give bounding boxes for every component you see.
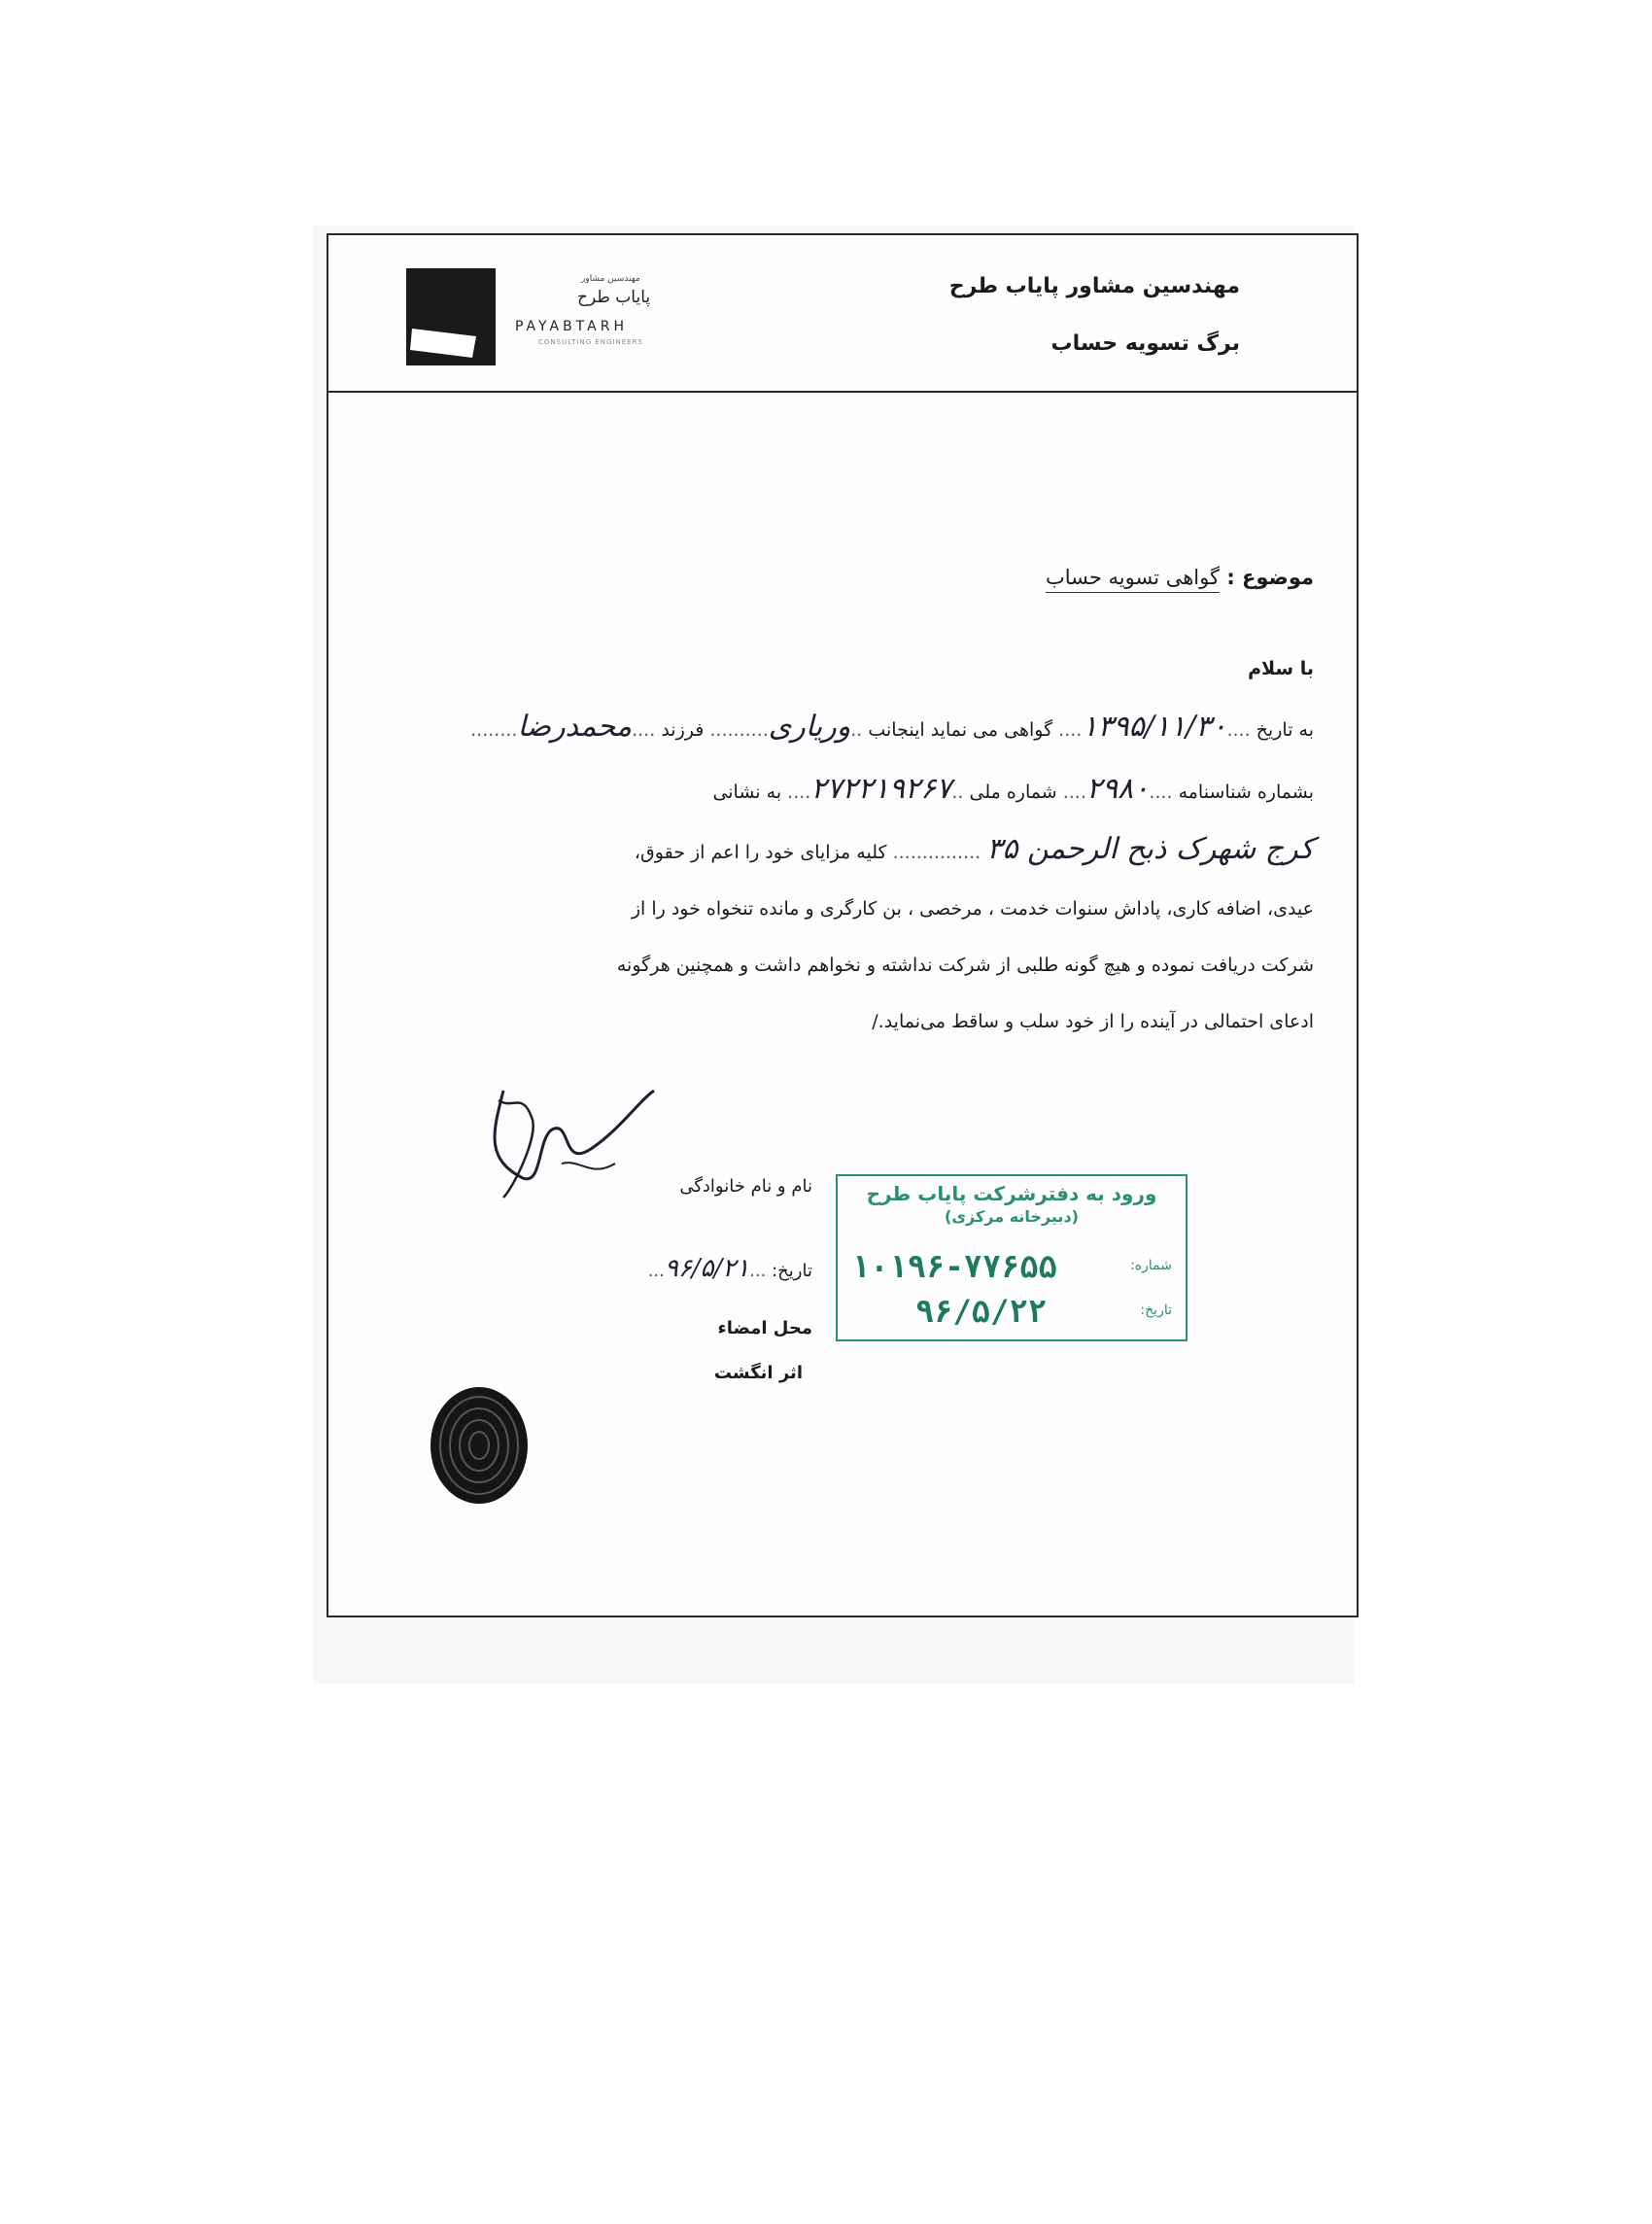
form-title: برگ تسویه حساب xyxy=(1050,331,1240,356)
subject-line xyxy=(1046,566,1314,589)
logo-english-name: PAYABTARH xyxy=(515,319,628,334)
stamp-date-row xyxy=(847,1293,1178,1332)
stamp-date-label: تاریخ: xyxy=(1140,1303,1172,1318)
logo-persian-name: پایاب طرح xyxy=(577,288,651,307)
form-header xyxy=(328,235,1357,393)
greeting: با سلام xyxy=(1248,658,1314,679)
signature-place-label: محل امضاء xyxy=(717,1318,812,1338)
fingerprint-icon xyxy=(426,1382,533,1509)
company-name: مهندسین مشاور پایاب طرح xyxy=(948,274,1240,298)
body-line-4: عیدی، اضافه کاری، پاداش سنوات خدمت ، مرخصی ، بن کارگری و مانده تنخواه خود را از xyxy=(631,898,1314,920)
stamp-number-value: ۱۰۱۹۶-۷۷۶۵۵ xyxy=(851,1248,1057,1285)
stamp-title: ورود به دفترشرکت پایاب طرح xyxy=(866,1182,1157,1205)
stamp-date-value: ۹۶/۵/۲۲ xyxy=(915,1293,1047,1330)
address-label: به نشانی xyxy=(712,782,782,803)
child-of-label: فرزند xyxy=(661,719,705,741)
handwritten-id-number: ۲۹۸۰ xyxy=(1085,772,1150,806)
date-prefix: به تاریخ xyxy=(1256,719,1314,741)
national-id-label: شماره ملی xyxy=(969,782,1057,803)
body-line-6: ادعای احتمالی در آینده را از خود سلب و ساقط می‌نماید./ xyxy=(872,1011,1314,1032)
signature-date-row: تاریخ: ...۹۶/۵/۲۱... xyxy=(647,1254,812,1283)
handwritten-date: ۱۳۹۵/۱۱/۳۰ xyxy=(1082,710,1227,744)
fingerprint-label: اثر انگشت xyxy=(713,1363,803,1383)
body-line-2: بشماره شناسنامه ....۲۹۸۰.... شماره ملی ..۲۷۲۲۱۹۲۶۷.... به نشانی xyxy=(712,772,1314,806)
id-label: بشماره شناسنامه xyxy=(1178,782,1314,803)
logo-mark-icon xyxy=(406,268,496,365)
certify-text: گواهی می نماید اینجانب xyxy=(868,719,1053,741)
waiver-text: کلیه مزایای خود را اعم از حقوق، xyxy=(634,842,887,863)
subject-value: گواهی تسویه حساب xyxy=(1046,566,1220,593)
body-line-1: به تاریخ ....۱۳۹۵/۱۱/۳۰.... گواهی می نماید اینجانب ..وریاری.......... فرزند ....محمدرضا........ xyxy=(470,710,1314,744)
handwritten-address: کرج شهرک ذبح الرحمن ۳۵ xyxy=(986,832,1314,866)
header-titles xyxy=(949,274,1240,356)
stamp-subtitle: (دبیرخانه مرکزی) xyxy=(945,1207,1079,1226)
logo-english-sub: CONSULTING ENGINEERS xyxy=(538,338,643,346)
settlement-form xyxy=(327,233,1359,1617)
body-line-5: شرکت دریافت نموده و هیچ گونه طلبی از شرکت نداشته و نخواهم داشت و همچنین هرگونه xyxy=(616,955,1314,976)
signature-scribble xyxy=(445,1071,659,1207)
logo-persian-small: مهندسین مشاور xyxy=(581,274,640,284)
name-label: نام و نام خانوادگی xyxy=(679,1176,812,1197)
handwritten-national-id: ۲۷۲۲۱۹۲۶۷ xyxy=(810,772,952,806)
subject-label: موضوع : xyxy=(1226,566,1314,589)
stamp-number-label: شماره: xyxy=(1130,1258,1172,1273)
company-logo xyxy=(406,268,737,365)
body-line-3: کرج شهرک ذبح الرحمن ۳۵ ............... کلیه مزایای خود را اعم از حقوق، xyxy=(634,832,1314,866)
handwritten-name: وریاری xyxy=(768,710,851,744)
handwritten-father-name: محمدرضا xyxy=(517,710,633,744)
handwritten-signature-date: ۹۶/۵/۲۱ xyxy=(664,1254,750,1283)
stamp-number-row xyxy=(847,1248,1178,1287)
registry-stamp xyxy=(836,1174,1187,1341)
signature-date-label: تاریخ: xyxy=(772,1261,812,1281)
